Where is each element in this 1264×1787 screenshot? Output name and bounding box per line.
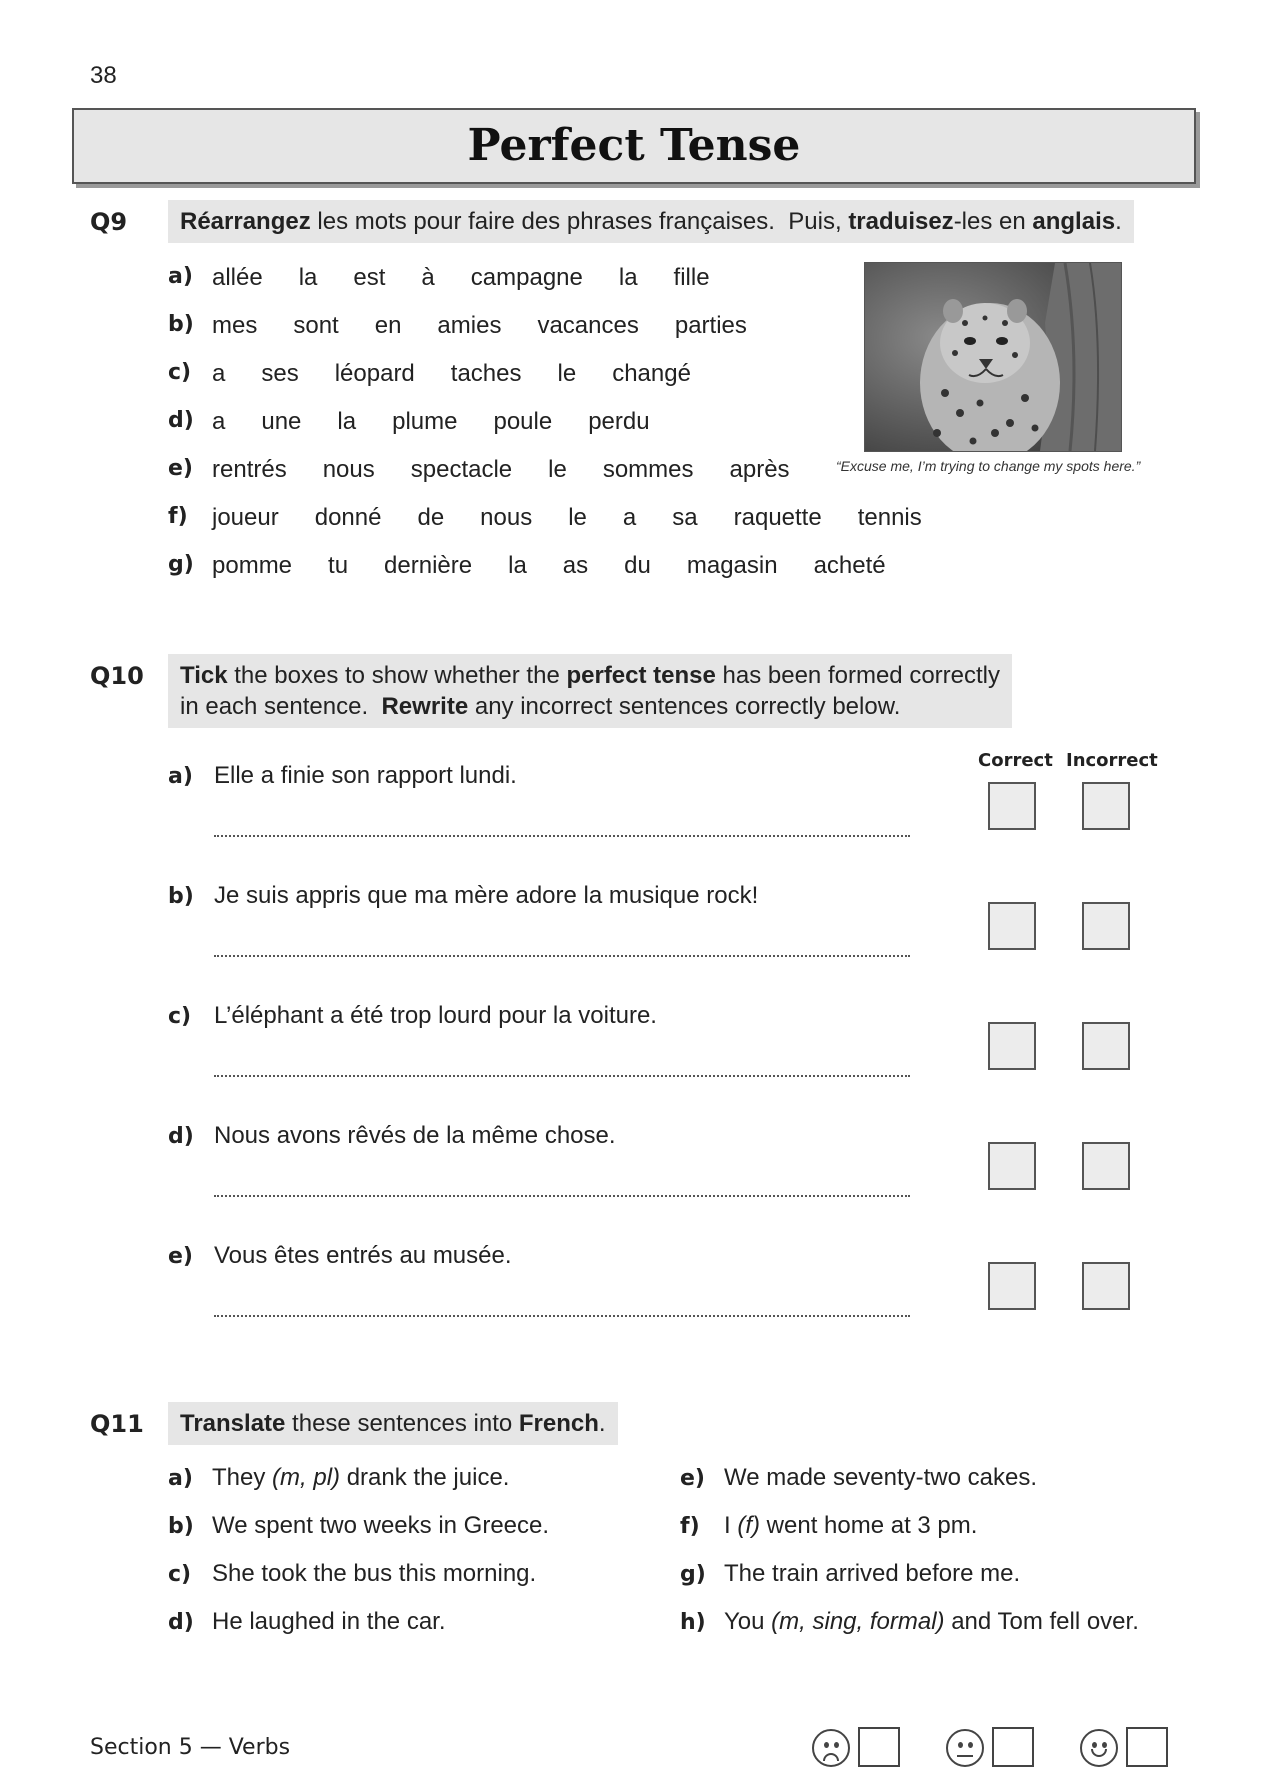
q9-item-label: g) bbox=[168, 552, 194, 577]
scrambled-word: donné bbox=[314, 504, 382, 531]
sentence-text: drank the juice. bbox=[340, 1464, 510, 1491]
q10-item-label: e) bbox=[168, 1244, 193, 1269]
q9-item-label: b) bbox=[168, 312, 194, 337]
q11-number: Q11 bbox=[90, 1410, 144, 1438]
scrambled-word: fille bbox=[673, 264, 710, 291]
incorrect-checkbox[interactable] bbox=[1082, 1262, 1130, 1310]
scrambled-word: as bbox=[562, 552, 589, 579]
q10-sentence: Elle a finie son rapport lundi. bbox=[214, 762, 517, 789]
q9-item-label: f) bbox=[168, 504, 188, 529]
q11-sentence bbox=[212, 1560, 536, 1588]
instruction-text: les mots pour faire des phrases françaises. Puis, bbox=[310, 208, 849, 235]
scrambled-word: le bbox=[568, 504, 587, 531]
q11-item-label: h) bbox=[680, 1610, 706, 1635]
q11-item-label: c) bbox=[168, 1562, 192, 1587]
scrambled-word: le bbox=[548, 456, 567, 483]
instruction-text: in each sentence. bbox=[180, 693, 382, 720]
instruction-text: any incorrect sentences correctly below. bbox=[468, 693, 901, 720]
instruction-text: these sentences into bbox=[285, 1410, 519, 1437]
scrambled-word: vacances bbox=[537, 312, 639, 339]
scrambled-word: à bbox=[421, 264, 435, 291]
q9-word-row bbox=[212, 550, 886, 582]
rating-box-sad[interactable] bbox=[858, 1727, 900, 1767]
scrambled-word: plume bbox=[392, 408, 458, 435]
scrambled-word: perdu bbox=[588, 408, 650, 435]
sentence-text: You bbox=[724, 1608, 772, 1635]
sad-face-icon bbox=[812, 1729, 850, 1767]
q10-item-label: a) bbox=[168, 764, 193, 789]
emphasis-text: anglais bbox=[1032, 208, 1116, 235]
scrambled-word: la bbox=[618, 264, 638, 291]
q9-word-row bbox=[212, 454, 790, 486]
scrambled-word: sommes bbox=[602, 456, 694, 483]
emphasis-text: Rewrite bbox=[381, 693, 469, 720]
sentence-text: She took the bus this morning. bbox=[212, 1560, 537, 1587]
q9-item-label: d) bbox=[168, 408, 194, 433]
correct-column-header: Correct bbox=[978, 750, 1053, 771]
scrambled-word: est bbox=[353, 264, 386, 291]
rating-box-happy[interactable] bbox=[1126, 1727, 1168, 1767]
sentence-text: I bbox=[724, 1512, 738, 1539]
qualifier-text: (f) bbox=[737, 1512, 760, 1539]
scrambled-word: pomme bbox=[212, 552, 293, 579]
emphasis-text: Translate bbox=[180, 1410, 286, 1437]
q10-instruction-line1 bbox=[180, 660, 1000, 691]
q11-item-label: d) bbox=[168, 1610, 194, 1635]
q10-instruction-line2 bbox=[180, 691, 1000, 722]
scrambled-word: sont bbox=[293, 312, 339, 339]
q10-sentence: Je suis appris que ma mère adore la musique rock! bbox=[214, 882, 759, 909]
scrambled-word: dernière bbox=[384, 552, 473, 579]
correct-checkbox[interactable] bbox=[988, 1262, 1036, 1310]
happy-face-icon bbox=[1080, 1729, 1118, 1767]
correct-checkbox[interactable] bbox=[988, 902, 1036, 950]
scrambled-word: sa bbox=[672, 504, 698, 531]
emphasis-text: Tick bbox=[180, 662, 228, 689]
q10-item-label: c) bbox=[168, 1004, 192, 1029]
scrambled-word: le bbox=[557, 360, 577, 387]
q11-sentence bbox=[212, 1464, 509, 1492]
q11-sentence bbox=[724, 1560, 1020, 1588]
sentence-text: went home at 3 pm. bbox=[760, 1512, 978, 1539]
scrambled-word: la bbox=[508, 552, 527, 579]
scrambled-word: ses bbox=[261, 360, 299, 387]
page-number: 38 bbox=[90, 62, 117, 89]
q11-item-label: b) bbox=[168, 1514, 194, 1539]
answer-line[interactable] bbox=[214, 1072, 910, 1077]
q11-sentence bbox=[724, 1464, 1037, 1492]
instruction-text: . bbox=[1115, 208, 1122, 235]
scrambled-word: taches bbox=[450, 360, 522, 387]
scrambled-word: a bbox=[622, 504, 637, 531]
instruction-text: -les en bbox=[953, 208, 1033, 235]
q9-item-label: a) bbox=[168, 264, 193, 289]
footer-section: Section 5 — Verbs bbox=[90, 1735, 291, 1760]
q9-instruction bbox=[168, 200, 1134, 243]
answer-line[interactable] bbox=[214, 952, 910, 957]
scrambled-word: rentrés bbox=[212, 456, 287, 483]
qualifier-text: (m, pl) bbox=[272, 1464, 341, 1491]
scrambled-word: a bbox=[212, 360, 226, 387]
q9-item-label: e) bbox=[168, 456, 193, 481]
answer-line[interactable] bbox=[214, 1192, 910, 1197]
qualifier-text: (m, sing, formal) bbox=[771, 1608, 945, 1635]
q10-sentence: Vous êtes entrés au musée. bbox=[214, 1242, 512, 1269]
leopard-photo bbox=[864, 262, 1122, 452]
q9-word-row bbox=[212, 310, 747, 342]
answer-line[interactable] bbox=[214, 832, 910, 837]
instruction-text: . bbox=[598, 1410, 606, 1437]
q11-sentence bbox=[724, 1512, 977, 1540]
scrambled-word: une bbox=[261, 408, 302, 435]
scrambled-word: amies bbox=[437, 312, 502, 339]
q9-word-row bbox=[212, 502, 922, 534]
q11-item-label: f) bbox=[680, 1514, 700, 1539]
scrambled-word: magasin bbox=[686, 552, 778, 579]
incorrect-checkbox[interactable] bbox=[1082, 1022, 1130, 1070]
sentence-text: We made seventy-two cakes. bbox=[724, 1464, 1038, 1491]
q11-item-label: e) bbox=[680, 1466, 705, 1491]
scrambled-word: en bbox=[374, 312, 402, 339]
scrambled-word: allée bbox=[212, 264, 263, 291]
q10-item-label: b) bbox=[168, 884, 194, 909]
sentence-text: He laughed in the car. bbox=[212, 1608, 446, 1635]
correct-checkbox[interactable] bbox=[988, 1142, 1036, 1190]
q9-item-label: c) bbox=[168, 360, 192, 385]
emphasis-text: perfect tense bbox=[566, 662, 716, 689]
sentence-text: They bbox=[212, 1464, 273, 1491]
scrambled-word: la bbox=[298, 264, 318, 291]
scrambled-word: a bbox=[212, 408, 226, 435]
emphasis-text: traduisez bbox=[848, 208, 954, 235]
scrambled-word: mes bbox=[212, 312, 258, 339]
title-bar bbox=[72, 108, 1196, 184]
sentence-text: and Tom fell over. bbox=[944, 1608, 1139, 1635]
q11-instruction bbox=[168, 1402, 618, 1445]
scrambled-word: changé bbox=[612, 360, 691, 387]
q9-word-row bbox=[212, 358, 691, 390]
leopard-image bbox=[865, 263, 1121, 451]
emphasis-text: French bbox=[518, 1410, 599, 1437]
incorrect-checkbox[interactable] bbox=[1082, 782, 1130, 830]
scrambled-word: poule bbox=[493, 408, 553, 435]
sentence-text: We spent two weeks in Greece. bbox=[212, 1512, 550, 1539]
scrambled-word: raquette bbox=[733, 504, 822, 531]
q9-word-row bbox=[212, 262, 710, 294]
neutral-face-icon bbox=[946, 1729, 984, 1767]
q11-item-label: g) bbox=[680, 1562, 706, 1587]
q10-number: Q10 bbox=[90, 662, 144, 690]
scrambled-word: nous bbox=[322, 456, 375, 483]
rating-box-neutral[interactable] bbox=[992, 1727, 1034, 1767]
incorrect-checkbox[interactable] bbox=[1082, 1142, 1130, 1190]
scrambled-word: de bbox=[417, 504, 445, 531]
correct-checkbox[interactable] bbox=[988, 1022, 1036, 1070]
q11-sentence bbox=[212, 1512, 549, 1540]
q10-sentence: Nous avons rêvés de la même chose. bbox=[214, 1122, 616, 1149]
incorrect-checkbox[interactable] bbox=[1082, 902, 1130, 950]
scrambled-word: campagne bbox=[470, 264, 583, 291]
scrambled-word: après bbox=[729, 456, 790, 483]
q11-sentence bbox=[724, 1608, 1139, 1636]
sentence-text: The train arrived before me. bbox=[724, 1560, 1021, 1587]
scrambled-word: spectacle bbox=[410, 456, 513, 483]
photo-caption: “Excuse me, I’m trying to change my spots here.” bbox=[836, 458, 1141, 474]
scrambled-word: joueur bbox=[212, 504, 279, 531]
scrambled-word: acheté bbox=[813, 552, 886, 579]
q11-item-label: a) bbox=[168, 1466, 193, 1491]
incorrect-column-header: Incorrect bbox=[1066, 750, 1158, 771]
emphasis-text: Réarrangez bbox=[180, 208, 311, 235]
scrambled-word: nous bbox=[480, 504, 533, 531]
instruction-text: has been formed correctly bbox=[715, 662, 1000, 689]
scrambled-word: tu bbox=[328, 552, 349, 579]
scrambled-word: parties bbox=[674, 312, 747, 339]
answer-line[interactable] bbox=[214, 1312, 910, 1317]
q10-sentence: L’éléphant a été trop lourd pour la voiture. bbox=[214, 1002, 657, 1029]
scrambled-word: du bbox=[624, 552, 651, 579]
q9-word-row bbox=[212, 406, 650, 438]
scrambled-word: tennis bbox=[857, 504, 922, 531]
q11-sentence bbox=[212, 1608, 446, 1636]
q10-item-label: d) bbox=[168, 1124, 194, 1149]
instruction-text: the boxes to show whether the bbox=[227, 662, 567, 689]
scrambled-word: léopard bbox=[334, 360, 415, 387]
scrambled-word: la bbox=[337, 408, 357, 435]
page-title: Perfect Tense bbox=[467, 120, 801, 171]
correct-checkbox[interactable] bbox=[988, 782, 1036, 830]
q9-number: Q9 bbox=[90, 208, 128, 236]
q10-instruction bbox=[168, 654, 1012, 728]
